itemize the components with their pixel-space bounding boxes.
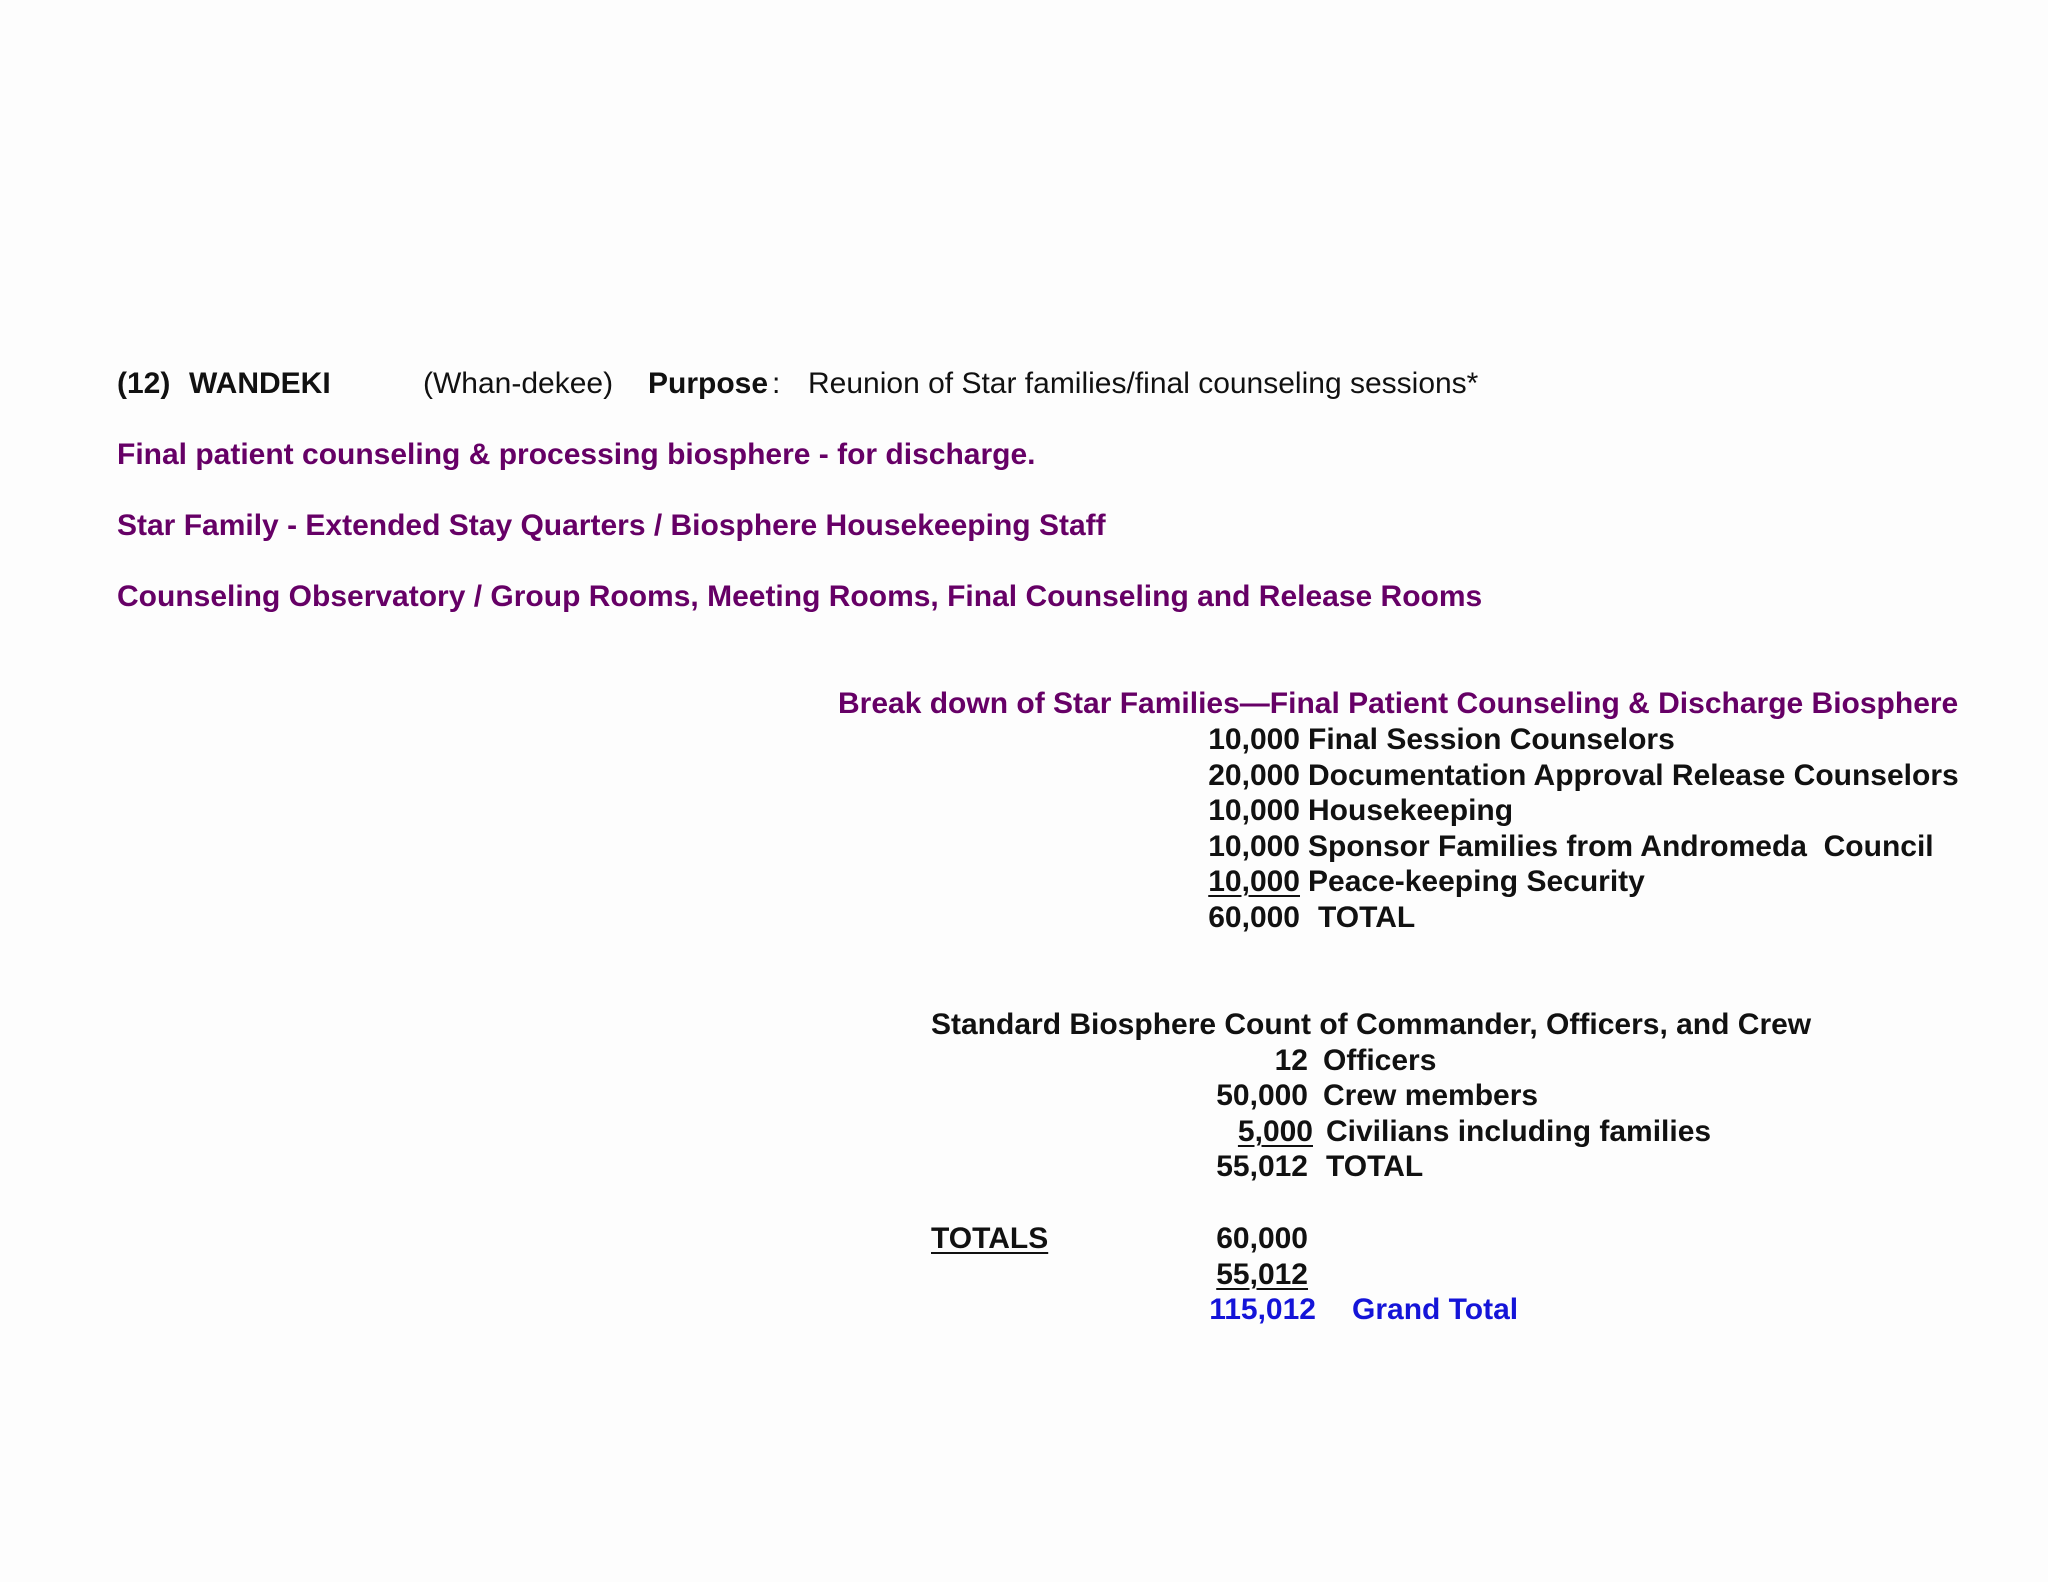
purpose-text: Reunion of Star families/final counseling sessions*	[808, 367, 1479, 400]
breakdown-count: 10,000	[1208, 794, 1300, 827]
breakdown-count: 10,000	[1208, 865, 1300, 898]
breakdown-title: Break down of Star Families—Final Patient Counseling & Discharge Biosphere	[838, 687, 1959, 720]
biosphere-name: WANDEKI	[189, 367, 331, 400]
standard-label: Civilians including families	[1326, 1115, 1712, 1148]
breakdown-label: Documentation Approval Release Counselors	[1308, 759, 1959, 792]
totals-label: TOTALS	[931, 1222, 1049, 1255]
standard-count: 12	[1274, 1044, 1308, 1077]
purpose-label: Purpose	[648, 367, 769, 400]
standard-title: Standard Biosphere Count of Commander, Officers, and Crew	[931, 1008, 1812, 1041]
standard-label: Officers	[1323, 1044, 1437, 1077]
breakdown-label: Housekeeping	[1308, 794, 1514, 827]
standard-total-count: 55,012	[1216, 1150, 1308, 1183]
standard-count: 50,000	[1216, 1079, 1308, 1112]
description-line: Star Family - Extended Stay Quarters / Biosphere Housekeeping Staff	[117, 509, 1106, 542]
breakdown-label: Sponsor Families from Andromeda Council	[1308, 830, 1934, 863]
section-number: (12)	[117, 367, 171, 400]
description-line: Final patient counseling & processing biosphere - for discharge.	[117, 438, 1036, 471]
pronunciation: (Whan-dekee)	[423, 367, 614, 400]
breakdown-total-label: TOTAL	[1318, 901, 1416, 934]
standard-label: Crew members	[1323, 1079, 1539, 1112]
standard-count: 5,000	[1237, 1115, 1313, 1148]
grand-total-label: Grand Total	[1352, 1293, 1519, 1326]
totals-value: 55,012	[1216, 1258, 1308, 1291]
breakdown-label: Peace-keeping Security	[1308, 865, 1645, 898]
description-line: Counseling Observatory / Group Rooms, Meeting Rooms, Final Counseling and Release Rooms	[117, 580, 1483, 613]
breakdown-total-count: 60,000	[1208, 901, 1300, 934]
standard-total-label: TOTAL	[1326, 1150, 1424, 1183]
totals-value: 60,000	[1216, 1222, 1308, 1255]
grand-total-value: 115,012	[1209, 1293, 1316, 1326]
breakdown-label: Final Session Counselors	[1308, 723, 1675, 756]
breakdown-count: 20,000	[1208, 759, 1300, 792]
breakdown-count: 10,000	[1208, 830, 1300, 863]
breakdown-count: 10,000	[1208, 723, 1300, 756]
purpose-colon: :	[772, 367, 781, 400]
